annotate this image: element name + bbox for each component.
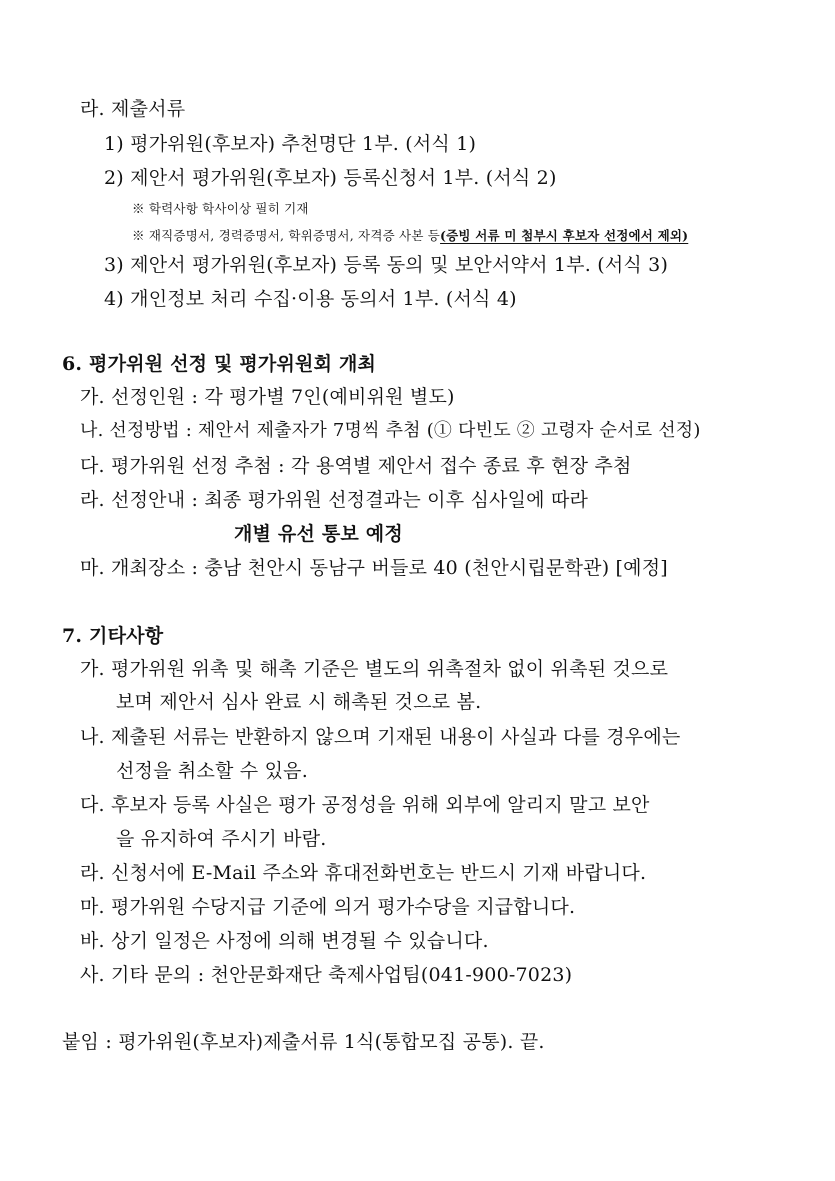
- list-item: 4) 개인정보 처리 수집·이용 동의서 1부. (서식 4): [104, 288, 517, 310]
- note: [132, 227, 688, 245]
- list-item-continuation: 을 유지하여 주시기 바람.: [116, 828, 327, 850]
- list-item: 1) 평가위원(후보자) 추천명단 1부. (서식 1): [104, 133, 477, 155]
- list-item: 가. 선정인원 : 각 평가별 7인(예비위원 별도): [80, 386, 455, 408]
- list-item-continuation: 개별 유선 통보 예정: [234, 523, 403, 545]
- note-text: ※ 재직증명서, 경력증명서, 학위증명서, 자격증 사본 등: [132, 228, 441, 243]
- note-emphasis: (증빙 서류 미 첨부시 후보자 선정에서 제외): [440, 228, 689, 243]
- list-item: 라. 선정안내 : 최종 평가위원 선정결과는 이후 심사일에 따라: [80, 489, 589, 511]
- list-item: 다. 후보자 등록 사실은 평가 공정성을 위해 외부에 알리지 말고 보안: [80, 794, 650, 816]
- list-item-continuation: 보며 제안서 심사 완료 시 해촉된 것으로 봄.: [116, 691, 482, 713]
- list-item: 바. 상기 일정은 사정에 의해 변경될 수 있습니다.: [80, 930, 489, 952]
- attachment-line: 붙임 : 평가위원(후보자)제출서류 1식(통합모집 공통). 끝.: [62, 1031, 545, 1053]
- section-heading: 7. 기타사항: [62, 625, 164, 647]
- list-item: 마. 개최장소 : 충남 천안시 동남구 버들로 40 (천안시립문학관) [예정]: [80, 557, 668, 579]
- list-item-continuation: 선정을 취소할 수 있음.: [116, 760, 308, 782]
- list-item: 가. 평가위원 위촉 및 해촉 기준은 별도의 위촉절차 없이 위촉된 것으로: [80, 658, 669, 680]
- list-item: 다. 평가위원 선정 추첨 : 각 용역별 제안서 접수 종료 후 현장 추첨: [80, 455, 632, 477]
- note: ※ 학력사항 학사이상 필히 기재: [132, 201, 309, 216]
- list-item: 3) 제안서 평가위원(후보자) 등록 동의 및 보안서약서 1부. (서식 3): [104, 254, 669, 276]
- list-item: 라. 신청서에 E-Mail 주소와 휴대전화번호는 반드시 기재 바랍니다.: [80, 862, 647, 884]
- list-item: 나. 제출된 서류는 반환하지 않으며 기재된 내용이 사실과 다를 경우에는: [80, 726, 681, 748]
- list-item: 2) 제안서 평가위원(후보자) 등록신청서 1부. (서식 2): [104, 167, 557, 189]
- list-item: 마. 평가위원 수당지급 기준에 의거 평가수당을 지급합니다.: [80, 896, 576, 918]
- list-item: 사. 기타 문의 : 천안문화재단 축제사업팀(041-900-7023): [80, 964, 573, 986]
- subsection-title: 라. 제출서류: [80, 98, 186, 120]
- section-heading: 6. 평가위원 선정 및 평가위원회 개최: [62, 353, 377, 375]
- list-item: 나. 선정방법 : 제안서 제출자가 7명씩 추첨 (① 다빈도 ② 고령자 순서로 선정): [80, 420, 701, 441]
